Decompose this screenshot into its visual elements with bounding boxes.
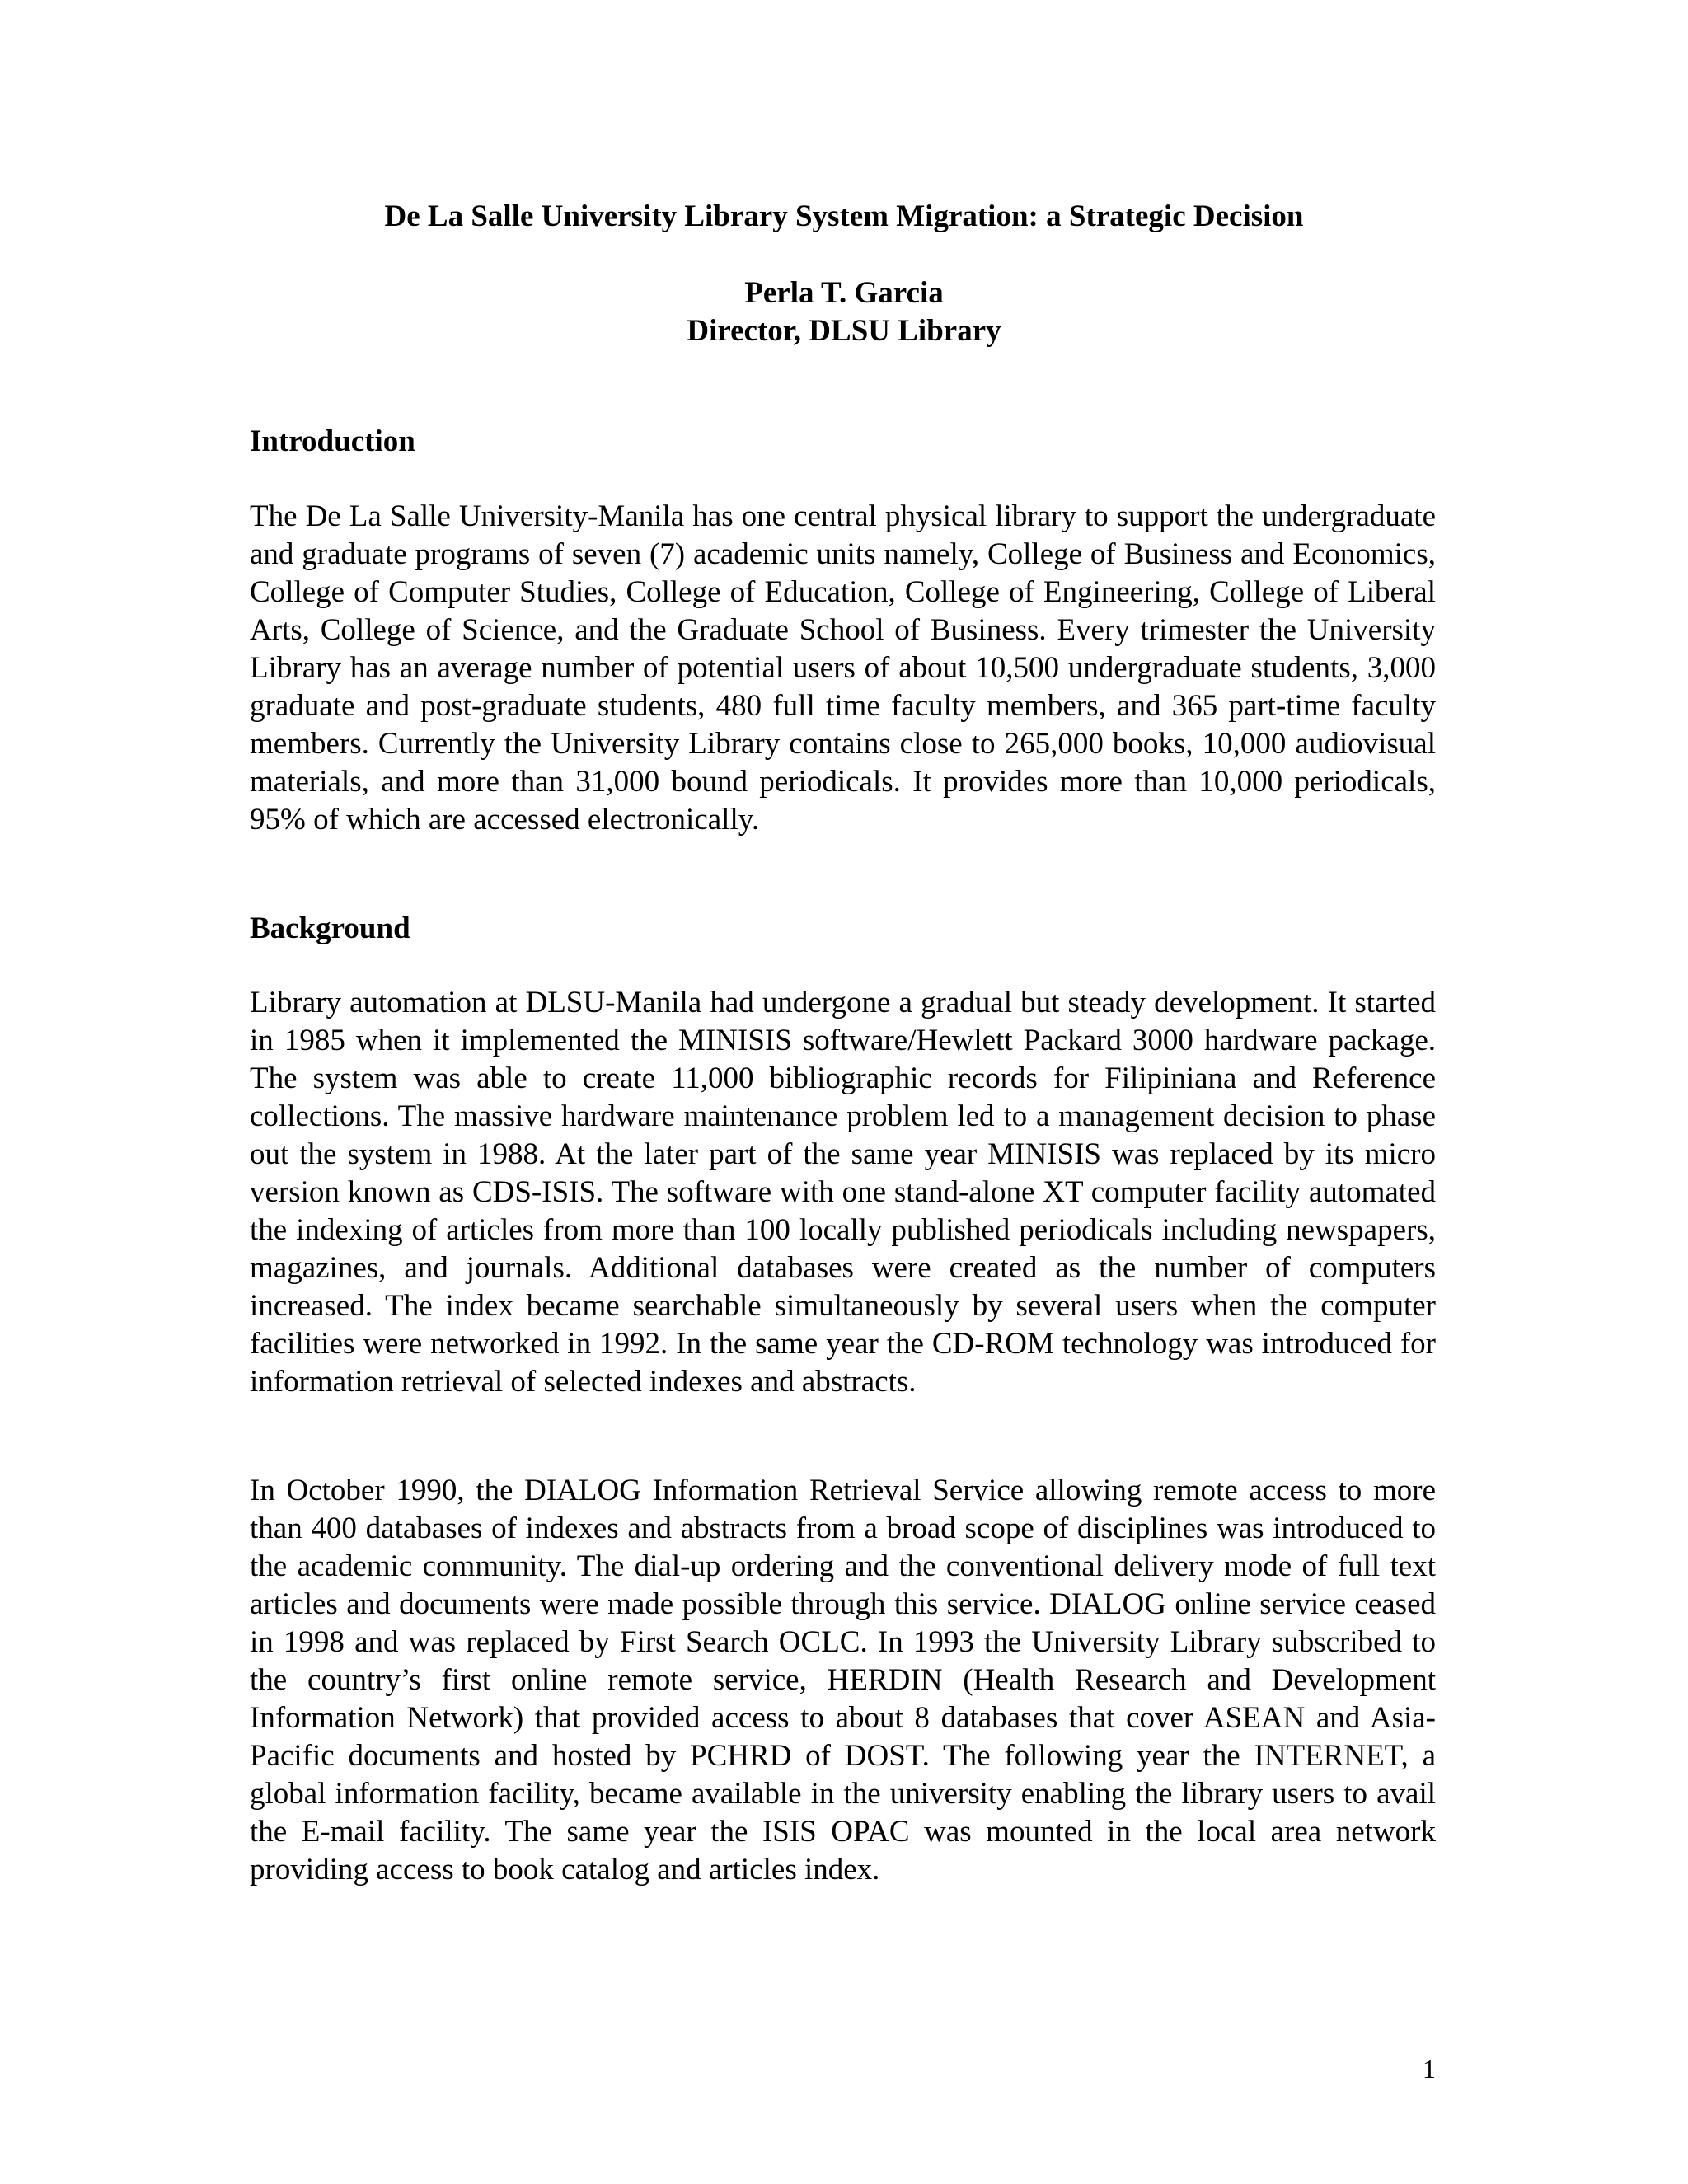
introduction-paragraph: The De La Salle University-Manila has one central physical library to support the undergraduate and graduate programs of seven (7) academic units namely, College of Business and Economics, College of Computer Studies, College of Education, College of Engineering, College of Liberal Arts, College of Science, and the Graduate School of Business. Every trimester the University Library has an average number of potential users of about 10,500 undergraduate students, 3,000 graduate and post-graduate students, 480 full time faculty members, and 365 part-time faculty members. Currently the University Library contains close to 265,000 books, 10,000 audiovisual materials, and more than 31,000 bound periodicals. It provides more than 10,000 periodicals, 95% of which are accessed electronically.: [250, 499, 1436, 837]
section-heading-background: Background: [250, 912, 410, 945]
author-block: [0, 274, 1688, 350]
background-paragraph-1: Library automation at DLSU-Manila had undergone a gradual but steady development. It started in 1985 when it implemented the MINISIS software/Hewlett Packard 3000 hardware package. The system was able to create 11,000 bibliographic records for Filipiniana and Reference collections. The massive hardware maintenance problem led to a management decision to phase out the system in 1988. At the later part of the same year MINISIS was replaced by its micro version known as CDS-ISIS. The software with one stand-alone XT computer facility automated the indexing of articles from more than 100 locally published periodicals including newspapers, magazines, and journals. Additional databases were created as the number of computers increased. The index became searchable simultaneously by several users when the computer facilities were networked in 1992. In the same year the CD-ROM technology was introduced for information retrieval of selected indexes and abstracts.: [250, 986, 1436, 1399]
page-number: 1: [1423, 2054, 1436, 2083]
background-paragraph-2: In October 1990, the DIALOG Information Retrieval Service allowing remote access to more than 400 databases of indexes and abstracts from a broad scope of disciplines was introduced to the academic community. The dial-up ordering and the conventional delivery mode of full text articles and documents were made possible through this service. DIALOG online service ceased in 1998 and was replaced by First Search OCLC. In 1993 the University Library subscribed to the country’s first online remote service, HERDIN (Health Research and Development Information Network) that provided access to about 8 databases that cover ASEAN and Asia-Pacific documents and hosted by PCHRD of DOST. The following year the INTERNET, a global information facility, became available in the university enabling the library users to avail the E-mail facility. The same year the ISIS OPAC was mounted in the local area network providing access to book catalog and articles index.: [250, 1474, 1436, 1886]
document-title: De La Salle University Library System Migration: a Strategic Decision: [384, 199, 1304, 233]
author-position: Director, DLSU Library: [687, 314, 1001, 348]
author-name: Perla T. Garcia: [744, 276, 944, 310]
section-heading-introduction: Introduction: [250, 424, 415, 458]
